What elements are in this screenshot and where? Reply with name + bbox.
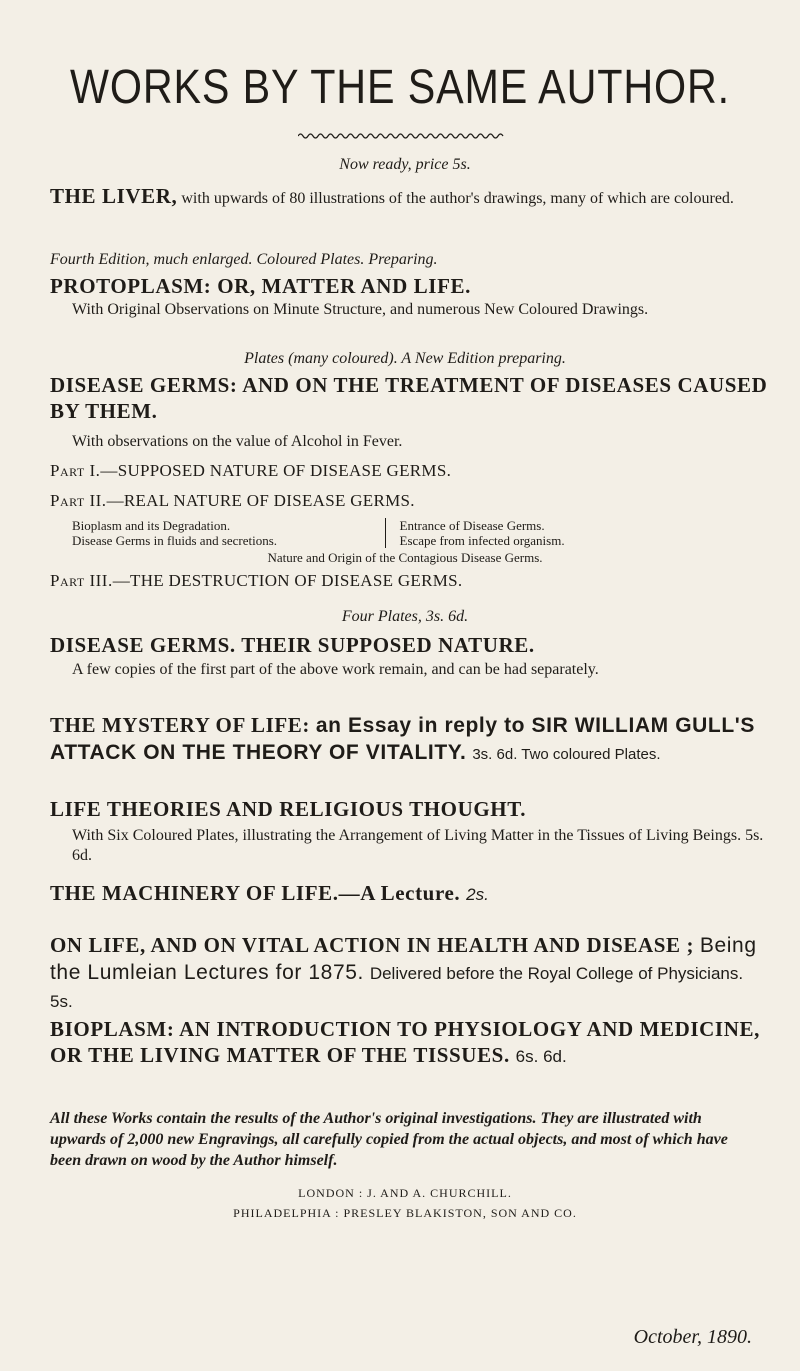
on-life-detail: Delivered before the Royal College of Physicians. 5s. xyxy=(50,964,744,1011)
life-theories-title: LIFE THEORIES AND RELIGIOUS THOUGHT. xyxy=(50,797,527,821)
part-1-label: Part I. xyxy=(50,461,101,480)
disease-germs-desc: With observations on the value of Alcohol in Fever. xyxy=(72,433,403,450)
publisher-london: LONDON : J. AND A. CHURCHILL. xyxy=(298,1186,512,1200)
supposed-nature-desc: A few copies of the first part of the above work remain, and can be had separately. xyxy=(72,661,599,678)
machinery-title: THE MACHINERY OF LIFE.—A Lecture. xyxy=(50,881,461,905)
footer-note: All these Works contain the results of the Author's original investigations. They are illustrated with upwards of 2,000 new Engravings, all carefully copied from the actual objects, and most of which have been drawn on wood by the Author himself. xyxy=(50,1110,728,1169)
subtopic: Escape from infected organism. xyxy=(399,533,565,548)
protoplasm-note: Fourth Edition, much enlarged. Coloured Plates. Preparing. xyxy=(50,251,438,268)
part-3-text: —THE DESTRUCTION OF DISEASE GERMS. xyxy=(112,571,463,590)
bioplasm-price: 6s. 6d. xyxy=(515,1047,567,1066)
part-1-text: —SUPPOSED NATURE OF DISEASE GERMS. xyxy=(100,461,452,480)
entry-machinery xyxy=(50,880,760,908)
life-theories-desc: With Six Coloured Plates, illustrating the Arrangement of Living Matter in the Tissues of Living Beings. 5s. 6d. xyxy=(72,827,764,864)
mystery-subtitle: an Essay in reply to SIR WILLIAM GULL'S ATTACK ON THE THEORY OF VITALITY. xyxy=(50,714,755,764)
part-2-subtopics xyxy=(50,518,760,548)
part-3 xyxy=(50,570,760,592)
publisher-philadelphia: PHILADELPHIA : PRESLEY BLAKISTON, SON AND CO. xyxy=(233,1206,577,1220)
subtopic: Entrance of Disease Germs. xyxy=(399,518,545,533)
on-life-title: ON LIFE, AND ON VITAL ACTION IN HEALTH AND DISEASE ; xyxy=(50,933,695,957)
subtopic: Bioplasm and its Degradation. xyxy=(72,518,231,533)
part-3-label: Part III. xyxy=(50,571,113,590)
liver-desc: with upwards of 80 illustrations of the author's drawings, many of which are coloured. xyxy=(181,190,734,207)
subtopics-right xyxy=(386,518,761,548)
entry-bioplasm xyxy=(50,1016,765,1070)
protoplasm-desc: With Original Observations on Minute Structure, and numerous New Coloured Drawings. xyxy=(72,301,649,318)
part-2-text: —REAL NATURE OF DISEASE GERMS. xyxy=(106,491,415,510)
subtopic-center: Nature and Origin of the Contagious Disease Germs. xyxy=(267,550,543,565)
mystery-title: THE MYSTERY OF LIFE: xyxy=(50,713,310,737)
liver-note: Now ready, price 5s. xyxy=(339,156,471,173)
part-1 xyxy=(50,460,760,482)
subtopics-left xyxy=(50,518,386,548)
entry-on-life xyxy=(50,932,768,1015)
on-life-subtitle: Being the Lumleian Lectures for 1875. xyxy=(50,934,757,984)
protoplasm-title: PROTOPLASM: OR, MATTER AND LIFE. xyxy=(50,274,471,298)
supposed-nature-note: Four Plates, 3s. 6d. xyxy=(341,608,469,625)
entry-mystery xyxy=(50,712,765,768)
disease-germs-title: DISEASE GERMS: AND ON THE TREATMENT OF DISEASES CAUSED BY THEM. xyxy=(50,373,768,423)
date: October, 1890. xyxy=(633,1326,752,1348)
machinery-price: 2s. xyxy=(466,885,489,904)
entry-liver xyxy=(50,183,760,209)
subtopic: Disease Germs in fluids and secretions. xyxy=(72,533,278,548)
page-heading: WORKS BY THE SAME AUTHOR. xyxy=(70,61,730,114)
disease-germs-note: Plates (many coloured). A New Edition preparing. xyxy=(244,350,566,367)
bioplasm-title: BIOPLASM: AN INTRODUCTION TO PHYSIOLOGY AND MEDICINE, OR THE LIVING MATTER OF THE TISSUES. xyxy=(50,1017,760,1067)
supposed-nature-title: DISEASE GERMS. THEIR SUPPOSED NATURE. xyxy=(50,633,535,657)
mystery-price: 3s. 6d. Two coloured Plates. xyxy=(472,746,661,763)
liver-title: THE LIVER, xyxy=(50,184,178,208)
part-2-label: Part II. xyxy=(50,491,107,510)
part-2 xyxy=(50,490,760,512)
wavy-rule-ornament xyxy=(298,132,504,140)
